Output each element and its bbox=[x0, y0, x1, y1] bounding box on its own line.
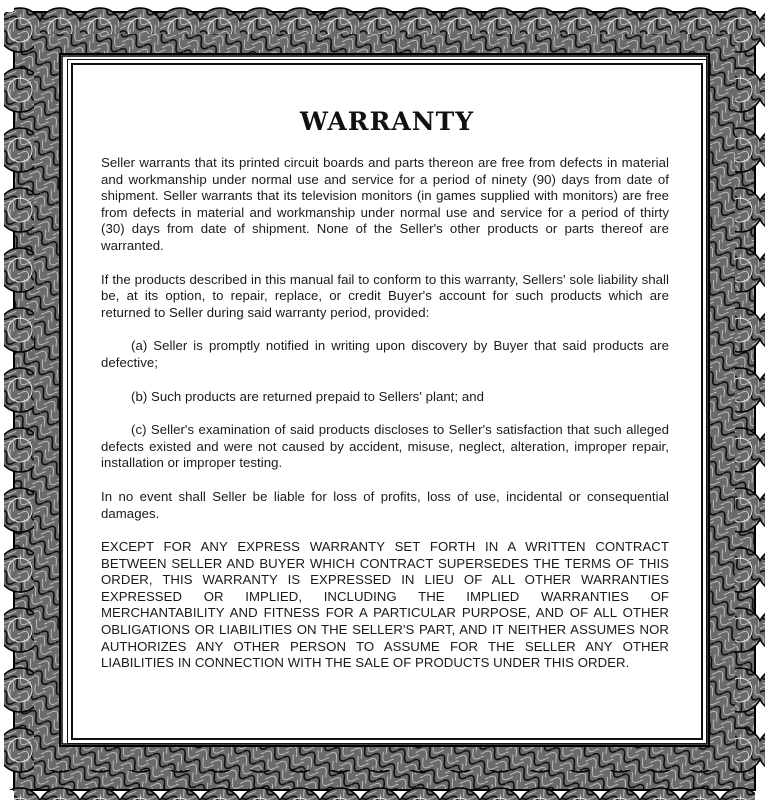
paragraph-coverage: Seller warrants that its printed circuit boards and parts thereon are free from defects in material and workmanship under normal use and service for a period of ninety (90) days from date of shipment. Seller warrants that its television monitors (in games supplied with monitors) are free from defects in material and workmanship under normal use and service for a period of thirty (30) days from date of shipment. None of the Seller's other products or parts thereof are warranted. bbox=[101, 155, 669, 253]
condition-b: (b) Such products are returned prepaid to Sellers' plant; and bbox=[131, 388, 485, 404]
page-title: WARRANTY bbox=[299, 107, 475, 136]
condition-a: (a) Seller is promptly notified in writing upon discovery by Buyer that said products are defective; bbox=[101, 338, 669, 370]
paragraph-disclaimer: EXCEPT FOR ANY EXPRESS WARRANTY SET FORTH IN A WRITTEN CONTRACT BETWEEN SELLER AND BUYER WHICH CONTRACT SUPERSEDES THE TERMS OF THIS ORDER, THIS WARRANTY IS EXPRESSED IN LIEU OF ALL OTHER WARRANTIES EXPRESSED OR IMPLIED, INCLUDING THE IMPLIED WARRANTIES OF MERCHANTABILITY AND FITNESS FOR A PARTICULAR PURPOSE, AND OF ALL OTHER OBLIGATIONS OR LIABILITIES ON THE SELLER'S PART, AND IT NEITHER ASSUMES NOR AUTHORIZES ANY OTHER PERSON TO ASSUME FOR THE SELLER ANY OTHER LIABILITIES IN CONNECTION WITH THE SALE OF PRODUCTS UNDER THIS ORDER. bbox=[101, 539, 669, 671]
paragraph-liability-limit: In no event shall Seller be liable for loss of profits, loss of use, incidental or consequential damages. bbox=[101, 488, 669, 521]
paragraph-remedy: If the products described in this manual fail to conform to this warranty, Sellers' sole liability shall be, at its option, to repair, replace, or credit Buyer's account for such products which are returned to Seller during said warranty period, provided: bbox=[101, 271, 669, 320]
warranty-panel bbox=[71, 63, 703, 740]
condition-c: (c) Seller's examination of said products discloses to Seller's satisfaction that such alleged defects existed and were not caused by accident, misuse, neglect, alteration, improper repair, installation or improper testing. bbox=[101, 422, 669, 471]
warranty-text bbox=[101, 155, 669, 689]
